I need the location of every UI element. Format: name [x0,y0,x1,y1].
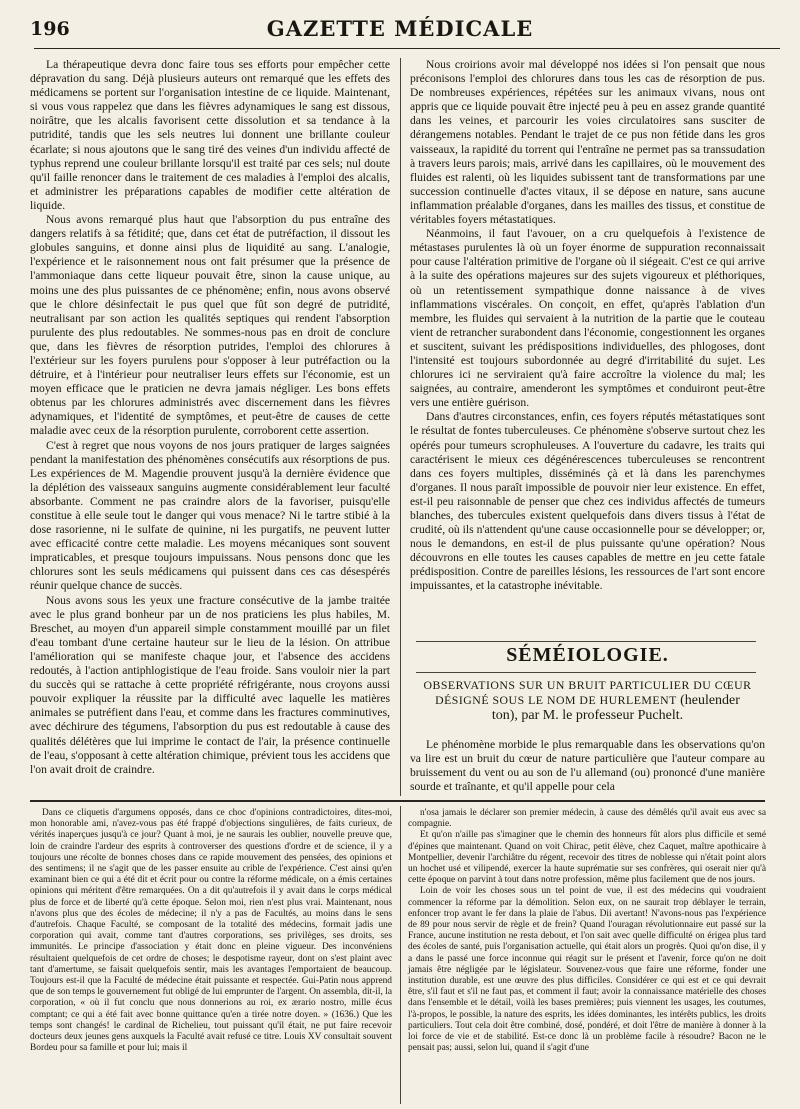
right-column [410,58,765,594]
section-rule-bottom [416,672,756,673]
paragraph: Nous avons remarqué plus haut que l'absorption du pus entraîne des dangers relatifs à sa fétidité; que, dans cet état de putréfaction, il dissout les globules sanguins, et donne ainsi plus de liquidité au sang. L'analogie, l'expérience et le raisonnement nous ont fait présumer que la présence de l'ammoniaque dans cette liqueur pouvait être, sinon la cause unique, au moins une des plus puissantes de ce phénomène; enfin, nous avons observé que le chlore désinfectait le pus quel que fût son degré de putridité, neutralisant par son action les qualités septiques qui rendent l'absorption purulente des plus redoutables. Ne sommes-nous pas en droit de conclure que, dans les fièvres de résorption putrides, l'emploi des chlorures à l'extérieur sur les foyers purulens pour s'opposer à leur putréfaction ou la détruire, et à l'intérieur pour neutraliser leurs effets sur l'économie, est un moyen efficace que le praticien ne devra jamais négliger. Les bons effets obtenus par les chlorures administrés avec discernement dans les fièvres adynamiques, et l'identité de symptômes, et peut-être de causes de cette maladie avec ceux de la résorption purulente, corroborent cette assertion. [30,213,390,438]
paragraph: Nous avons sous les yeux une fracture consécutive de la jambe traitée avec le plus grand bonheur par un de nos praticiens les plus habiles, M. Breschet, au moyen d'un appareil simple constamment mouillé par un filet d'eau tombant d'une certaine hauteur sur le lieu de la lésion. On attribue l'amélioration qui se manifeste chaque jour, et l'absence des accidens redoutés, à l'action antiphlogistique de l'eau froide. Sans vouloir nier la part du succès qui se rattache à cette propriété réfrigérante, nous croyons aussi pouvoir expliquer la réussite par la difficulté avec laquelle les matières animales se putréfient dans l'eau, et comme dans les fractures comminutives, avec déchirure des tégumens, l'absorption du pus est redoutable à cause des qualités délétères que lui imprime le contact de l'air, la présence continuelle de l'eau, s'opposant à cette altération chimique, prévient tous les accidens que l'on avait droit de craindre. [30,593,390,776]
page-header [20,14,780,44]
header-rule [34,48,780,49]
paragraph: Le phénomène morbide le plus remarquable dans les observations qu'on va lire est un bruit du cœur de nature particulière que l'auteur compare au bruissement du vent ou au son de l'u allemand (ou) prononcé d'une manière sourde et traînante, et qu'il appelle pour cela [410,738,765,794]
paragraph: La thérapeutique devra donc faire tous ses efforts pour empêcher cette dépravation du sang. Déjà plusieurs auteurs ont remarqué que les effets des médicamens se portent sur l'organisation intestine de ce liquide. Maintenant, si vous vous rappelez que dans les fièvres adynamiques le sang est dissous, noirâtre, que les alcalis favorisent cette dissolution et sa tendance à la putridité, tandis que les sels neutres lui donnent une brillante couleur écarlate; si nous ajoutons que le sang tiré des veines d'un individu affecté de typhus reprend une couleur brillante lorsqu'il est traité par ces sels; nul doute qu'il faille renoncer dans le traitement de ces maladies à l'emploi des alcalis, et administrer les préparations capables de modifier cette altération de liquide. [30,58,390,212]
paragraph: n'osa jamais le déclarer son premier médecin, à cause des démêlés qu'il avait eus avec sa compagnie. [408,808,766,830]
column-divider [400,58,401,796]
left-column [30,58,390,777]
article-heading-line [410,693,765,708]
paragraph: Néanmoins, il faut l'avouer, on a cru quelquefois à l'existence de métastases purulentes là où un foyer énorme de suppuration reconnaissait pour cause l'altération primitive de l'organe où il siégeait. C'est ce qui arrive à la suite des opérations majeures sur des sujets vigoureux et pléthoriques, où un retentissement sympathique donne naissance à de vives inflammations viscérales. On conçoit, en effet, qu'après l'ablation d'un membre, les fluides qui servaient à la nutrition de la partie que le couteau vient de retrancher surabondent dans l'économie, congestionnent les organes et suscitent, suivant les prédispositions individuelles, des phlogoses, dont l'intensité est toujours subordonnée au degré d'irritabilité du sujet. Les chlorures ici ne serviraient qu'à faire accroître la violence du mal; les saignées, au contraire, amenderont les symptômes et conduiront peut-être vers une entière guérison. [410,227,765,410]
section-title: SÉMÉIOLOGIE. [506,644,669,666]
paragraph: Nous croirions avoir mal développé nos idées si l'on pensait que nous préconisons l'emploi des chlorures dans tous les cas de résorption de pus. De nombreuses expériences, répétées sur les animaux vivans, nous ont appris que ce liquide pouvait être injecté peu à peu en assez grande quantité dans les veines, et parcourir les voies circulatoires sans susciter de dérangemens notables. Pendant le trajet de ce pus non fétide dans les gros vaisseaux, la rapidité du torrent qui l'entraîne ne permet pas sa transsudation à travers leurs parois; mais, arrivé dans les capillaires, où le mouvement des fluides est ralenti, où les liquides subissent tant de transformations par une succession continuelle d'actes vitaux, il se dépose en nature, sans aucune inflammation préalable d'organes, dans les mailles des tissus, et constitue de véritables foyers métastatiques. [410,58,765,227]
feuilleton-right [408,808,766,1054]
footnote-column-divider [400,806,401,1104]
article-heading [410,678,765,723]
paragraph: Dans d'autres circonstances, enfin, ces foyers réputés métastatiques sont le résultat de fontes tuberculeuses. Ce phénomène s'observe surtout chez les opérés pour tumeurs scrophuleuses. A l'ouverture du cadavre, les traits qui caractérisent le mieux ces dégénérescences tuberculeuses se rencontrent dans ces foyers multiples, disséminés çà et là dans les parenchymes d'organes. Il nous paraît impossible de pouvoir nier leur existence. En effet, est-il peu raisonnable de penser que chez ces individus affectés de tumeurs blanches, des tubercules existent quelquefois dans divers tissus à l'état de crudité, où ils n'attendent qu'une cause occasionnelle pour se développer; or, nous le demandons, en est-il de plus puissante qu'une opération? Nous découvrons en elle toutes les causes capables de mettre en jeu cette fatale prédisposition. Contre de pareilles lésions, les ressources de l'art sont encore impuissantes, et la catastrophe inévitable. [410,410,765,593]
section-rule-top [416,641,756,642]
section-body [410,738,765,794]
paragraph: C'est à regret que nous voyons de nos jours pratiquer de larges saignées pendant la manifestation des phénomènes consécutifs aux résorptions de pus. Les expériences de M. Magendie prouvent jusqu'à la dernière évidence que la déplétion des vaisseaux sanguins augmente considérablement leur faculté absorbante. Comment ne pas craindre alors de la favoriser, puisqu'elle constitue à elle seule tout le danger qui vous menace? Ni le tartre stibié à la dose rasorienne, ni le sulfate de quinine, ni les purgatifs, ne peuvent lutter avec efficacité contre cette maladie. Les moyens mécaniques sont souvent impraticables, et presque toujours impuissans. Nous pensons donc que les chlorures sont les seuls médicamens qui puissent dans ces cas désespérés réunir quelque chance de succès. [30,438,390,593]
paragraph: Loin de voir les choses sous un tel point de vue, il est des médecins qui voudraient commencer la réforme par la démolition. Selon eux, on ne saurait trop déblayer le terrain, enfoncer trop avant le fer dans la plaie de l'abus. Dii avertant! N'avons-nous pas l'expérience de 89 pour nous servir de règle et de frein? Quand l'ouragan révolutionnaire eut passé sur la France, aucune institution ne resta debout, et l'on sait avec quelle difficulté on érigea plus tard des écoles de santé, puis l'organisation actuelle, qui était alors un progrès. Quoi qu'on dise, il y a dans le passé une force inconnue qui réagit sur le présent et l'avenir, force qu'on ne doit jamais être négligée par le législateur. Souvenez-vous que faire une réforme, fonder une institution durable, est une œuvre des plus difficiles. Considérer ce qui est et ce qui devrait être, s'il faut et s'il ne faut pas, et comment il faut; avoir la connaissance matérielle des choses dans l'ensemble et le détail, voilà les bases premières; puis viennent les usages, les coutumes, l'à-propos, le possible, la nature des esprits, les idées dominantes, les intérêts publics, les droits particuliers. Tout cela doit être combiné, dosé, pondéré, et doit l'être de manière à donner à la loi force de vie et de stabilité. Est-ce donc là un problème facile à résoudre? Bacon ne le pensait pas; aussi, selon lui, quand il s'agit d'une [408,886,766,1054]
paragraph: Dans ce cliquetis d'argumens opposés, dans ce choc d'opinions contradictoires, dites-moi, mon honorable ami, n'avez-vous pas été frappé d'objections singulières, de faits curieux, de vérités inaperçues jusqu'à ce jour? Quant à moi, je ne saurais les oublier, nouvelle preuve que, loin de craindre l'ardeur des esprits à controverser des questions d'ordre et de science, il y a toujours une récolte de bonnes choses dans ce rapide mouvement des pensées, des opinions et des sentimens; il ne s'agit que de les passer ensuite au crible de l'expérience. C'est ainsi qu'en examinant bien ce qui a été dit et écrit pour ou contre la réforme médicale, on a émis certaines opinions qui méritent d'être remarquées. On a dit qu'autrefois il y avait dans le corps médical plus de force et de liberté qu'à cette époque. Selon moi, rien n'est plus vrai. Maintenant, nous n'avons plus que des écoles de médecine; il n'y a pas de Facultés, au moins dans le sens d'autrefois. Chaque Faculté, se composant de la totalité des médecins, formait jadis une corporation qui avait, comme tant d'autres corporations, ses privilèges, ses droits, ses immunités. Le principe d'association y était donc en pleine vigueur. Des inconvéniens résultaient quelquefois de cet ordre de choses; le despotisme rayeur, dont on s'est plaint avec tant d'amertume, se faisait quelquefois sentir, mais les avantages l'emportaient de beaucoup. Toujours est-il que la Faculté de médecine était puissante et respectée. Gui-Patin nous apprend que de son temps le gouvernement fut obligé de lui emprunter de l'argent. On assembla, dit-il, la corporation, « où il fut conclu que nous donnerions au roi, ex ærario nostro, mille écus comptant; ce qui a été fait avec bonne quittance qu'en a tirée notre doyen. » (1636.) Que les temps sont changés! le cardinal de Richelieu, tout puissant qu'il était, ne put faire recevoir docteurs deux jeunes gens auxquels la Faculté avait refusé ce titre. Louis XV consultait souvent Bordeu pour sa famille et pour lui; mais il [30,808,392,1054]
paragraph: Et qu'on n'aille pas s'imaginer que le chemin des honneurs fût alors plus difficile et semé d'épines que maintenant. Quand on voit Chirac, petit élève, chez Caquet, maître apothicaire à Montpellier, devenir l'archiâtre du régent, recevoir des titres de noblesse qui n'était point alors un hochet usé et vilipendé, exercer la haute suprématie sur ses confrères, qui oserait nier qu'à cette époque on parvint à tout dans notre profession, même plus facilement que de nos jours. [408,830,766,886]
article-heading-text: DÉSIGNÉ SOUS LE NOM DE HURLEMENT [435,693,677,707]
article-heading-line: OBSERVATIONS SUR UN BRUIT PARTICULIER DU CŒUR [423,678,752,692]
footnote-rule [30,800,765,802]
feuilleton-left [30,808,392,1054]
journal-title: GAZETTE MÉDICALE [266,16,534,41]
article-heading-line: ton), par M. le professeur Puchelt. [491,708,684,723]
page-number: 196 [30,18,70,40]
article-heading-text: (heulender [680,693,740,708]
